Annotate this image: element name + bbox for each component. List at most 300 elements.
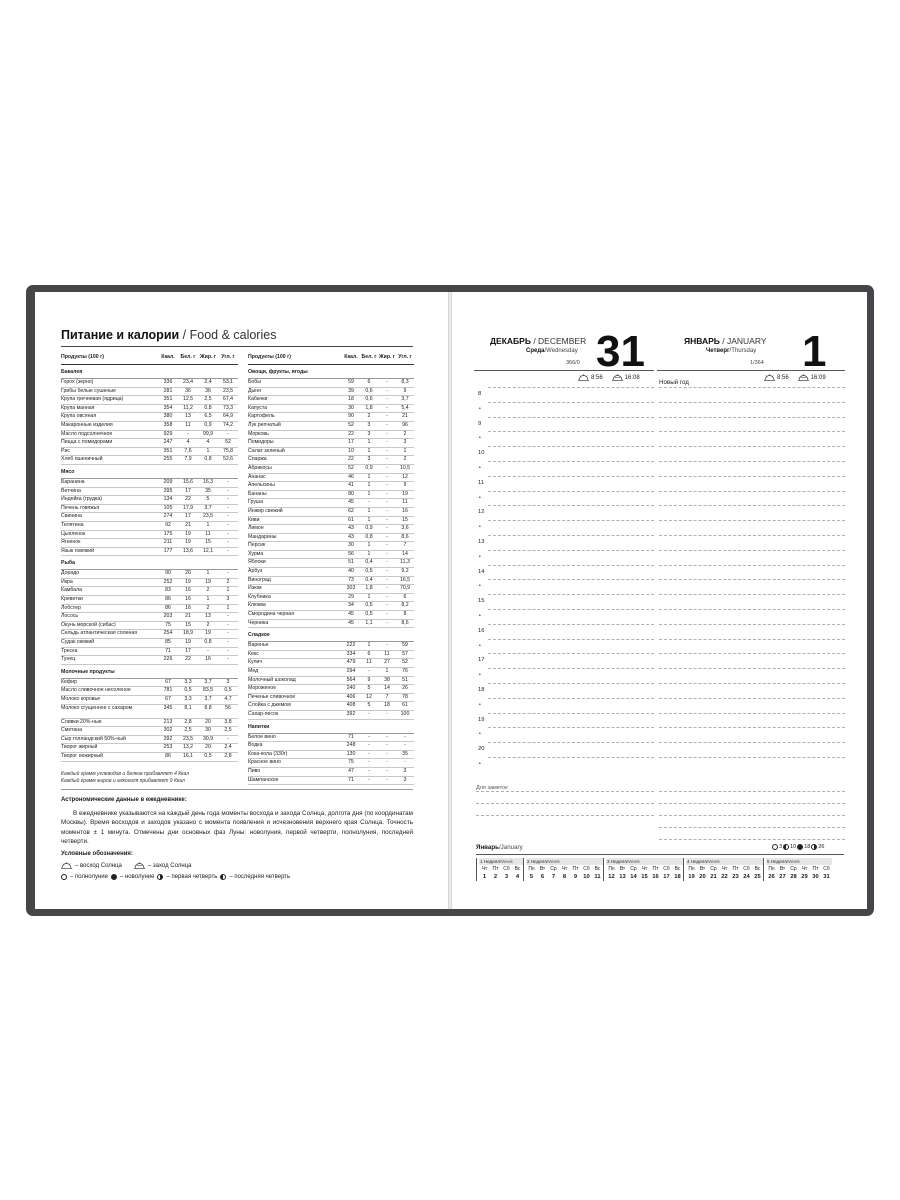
hour-label: 16 <box>478 627 485 634</box>
jan-schedule-line <box>659 476 845 477</box>
product-name: Бобы <box>248 379 261 385</box>
date-number: 4 <box>515 874 520 880</box>
nutrition-value: - <box>386 516 388 523</box>
nutrition-value: 351 <box>163 447 173 454</box>
nutrition-value: 2,5 <box>204 396 212 403</box>
legend-sunset-label: – заход Солнца <box>147 862 192 869</box>
product-name: Кефир <box>61 678 77 685</box>
first-quarter-icon <box>157 874 163 880</box>
nutrition-value: 6 <box>367 379 371 385</box>
nutrition-value: 90 <box>348 413 354 420</box>
dec-day-counter: 366/0 <box>566 360 580 366</box>
nutrition-value: 61 <box>348 516 354 523</box>
nutrition-value: 8,2 <box>401 602 409 609</box>
nutrition-value: 406 <box>346 693 356 700</box>
category-heading: Бакалея <box>61 369 238 379</box>
dec-schedule-line <box>488 609 654 610</box>
nutrition-value: 11 <box>366 659 372 666</box>
table-row <box>61 405 238 414</box>
table-row <box>61 579 238 588</box>
table-row <box>248 405 414 414</box>
first-quarter-icon <box>811 844 817 850</box>
nutrition-value: 90 <box>165 570 171 577</box>
date-number: 15 <box>641 874 648 880</box>
nutrition-value: 1 <box>206 447 210 454</box>
table-row <box>61 448 238 457</box>
nutrition-value: 3 <box>403 776 407 783</box>
nutrition-value: 71 <box>348 776 354 783</box>
weekday: Вс <box>594 866 601 872</box>
nutrition-value: 345 <box>163 704 173 711</box>
nutrition-value: 8,8 <box>204 704 212 711</box>
nutrition-value: 52 <box>348 464 354 471</box>
nutrition-value: - <box>386 456 388 463</box>
nutrition-value: 14 <box>402 550 408 557</box>
product-name: Помидоры <box>248 439 274 446</box>
nutrition-value: 47 <box>348 767 354 774</box>
calorie-footnote: Каждый грамм углеводов и белков прибавляет 4 Ккал Каждый грамм жиров и алкоголя прибавляет 9 Ккал <box>61 771 190 784</box>
dec-schedule-line <box>488 550 654 551</box>
date-number: 29 <box>801 874 808 880</box>
nutrition-value: 354 <box>163 404 173 411</box>
nutrition-value: 1 <box>367 550 371 557</box>
date-number: 7 <box>551 874 556 880</box>
week-label <box>606 858 683 865</box>
dec-sunrise: 8:56 <box>591 374 603 381</box>
product-name: Абрикосы <box>248 464 272 471</box>
weekday: Чт <box>641 866 648 872</box>
nutrition-value: 19 <box>185 539 191 546</box>
notes-line <box>659 839 845 840</box>
product-name: Белое вино <box>248 733 276 740</box>
nutrition-value: - <box>227 504 229 511</box>
table-row <box>248 602 414 611</box>
table-row <box>61 596 238 605</box>
table-row <box>248 742 414 751</box>
nutrition-value: 11 <box>185 421 191 428</box>
nutrition-value: 3,3 <box>184 696 192 702</box>
nutrition-value: 209 <box>163 478 173 485</box>
nutrition-value: - <box>404 742 406 749</box>
product-name: Яблоки <box>248 559 266 566</box>
nutrition-value: 15 <box>185 621 191 628</box>
table-row <box>248 551 414 560</box>
mini-calendar-rule <box>476 854 844 855</box>
nutrition-value: - <box>386 559 388 566</box>
nutrition-value: 52,6 <box>222 456 234 463</box>
nutrition-value: - <box>386 404 388 411</box>
product-name: Морковь <box>248 430 269 437</box>
nutrition-value: - <box>227 656 229 663</box>
nutrition-value: 11 <box>402 499 408 506</box>
table-row <box>248 620 414 629</box>
date-number: 3 <box>504 874 509 880</box>
table-row <box>248 594 414 603</box>
nutrition-value: 6,5 <box>204 413 212 420</box>
date-number: 8 <box>562 874 567 880</box>
legend-last-label: – последняя четверть <box>229 874 291 880</box>
nutrition-value: 92 <box>165 521 171 528</box>
product-name: Капуста <box>248 404 268 411</box>
nutrition-value: 16,3 <box>202 478 214 485</box>
nutrition-value: 20 <box>205 744 211 751</box>
sunrise-icon <box>578 374 589 381</box>
date-row <box>479 873 523 881</box>
new-moon-icon <box>797 844 803 850</box>
table-row <box>248 585 414 594</box>
nutrition-value: 67 <box>165 678 171 685</box>
legend-sun <box>61 862 191 869</box>
table-row <box>61 548 238 557</box>
sunset-icon <box>134 862 145 869</box>
half-hour-dot: • <box>479 701 481 708</box>
week-block <box>523 858 603 881</box>
table-row <box>61 679 238 688</box>
nutrition-value: 15 <box>402 516 408 523</box>
category-heading: Молочные продукты <box>61 669 238 679</box>
weekday: Сб <box>743 866 750 872</box>
notes-label: Для заметок <box>476 785 508 791</box>
dec-sunset: 16:08 <box>624 374 640 381</box>
nutrition-value: 74,2 <box>222 421 234 428</box>
nutrition-value: - <box>368 750 370 757</box>
nutrition-value: 1 <box>367 542 371 549</box>
nutrition-value: 0,5 <box>365 602 373 609</box>
category-heading: Мясо <box>61 469 238 479</box>
week-label-text: 2 Неделя <box>527 859 547 864</box>
nutrition-value: 61 <box>402 702 408 709</box>
jan-day-number: 1 <box>802 327 827 376</box>
notes-line <box>659 803 845 804</box>
nutrition-value: 43 <box>348 533 354 540</box>
table-row <box>61 531 238 540</box>
nutrition-value: 41 <box>348 482 354 489</box>
nutrition-value: 35 <box>205 487 211 494</box>
nutrition-value: - <box>227 521 229 528</box>
week-label <box>526 858 603 865</box>
table-row <box>61 687 238 696</box>
product-name: Лимон <box>248 525 264 532</box>
week-block <box>603 858 683 881</box>
right-page <box>452 292 867 909</box>
nutrition-value: 52 <box>348 421 354 428</box>
half-hour-dot: • <box>479 553 481 560</box>
date-number: 5 <box>529 874 534 880</box>
half-hour-dot: • <box>479 613 481 619</box>
nutrition-value: 1 <box>206 521 210 528</box>
product-name: Мед <box>248 668 259 674</box>
nutrition-value: 3 <box>367 430 371 437</box>
nutrition-value: 211 <box>163 539 173 546</box>
nutrition-value: - <box>386 525 388 532</box>
nutrition-value: 4,7 <box>224 696 232 702</box>
nutrition-value: - <box>227 539 229 546</box>
product-name: Шампанское <box>248 776 279 783</box>
table-row <box>248 525 414 534</box>
page-title: Питание и калории / Food & calories <box>61 328 277 342</box>
nutrition-value: 130 <box>346 750 356 757</box>
nutrition-value: 99,9 <box>202 430 214 437</box>
table-row <box>248 379 414 388</box>
table-row <box>248 651 414 660</box>
week-label <box>479 858 523 865</box>
nutrition-value: 351 <box>163 396 173 403</box>
half-hour-dot: • <box>479 524 481 531</box>
nutrition-value: 2 <box>403 456 407 463</box>
nutrition-value: 45 <box>348 499 354 506</box>
nutrition-value: 0,9 <box>365 525 373 532</box>
table-row <box>61 705 238 719</box>
nutrition-value: - <box>227 613 229 620</box>
product-name: Кока-кола (330г) <box>248 750 288 757</box>
nutrition-value: 2 <box>367 413 371 420</box>
hour-label: 10 <box>478 450 485 457</box>
notes-line <box>476 791 654 792</box>
nutrition-value: 40 <box>348 568 354 575</box>
nutrition-value: 71 <box>348 733 354 740</box>
full-moon-icon <box>772 844 778 850</box>
nutrition-value: - <box>227 478 229 485</box>
nutrition-value: 16 <box>402 507 408 514</box>
nutrition-value: 9 <box>403 482 407 489</box>
weekday: Сб <box>503 866 510 872</box>
nutrition-value: 43 <box>348 525 354 532</box>
jan-schedule-line <box>659 668 845 669</box>
nutrition-value: 18 <box>348 396 354 403</box>
table-row <box>61 570 238 579</box>
nutrition-value: 2 <box>226 578 230 585</box>
hour-label: 13 <box>478 539 485 545</box>
nutrition-value: 57 <box>402 650 408 657</box>
nutrition-value: 213 <box>163 718 173 725</box>
product-name: Сахар-песок <box>248 710 279 717</box>
product-name: Спаржа <box>248 456 267 463</box>
product-name: Сметана <box>61 727 82 734</box>
date-number: 2 <box>493 874 498 880</box>
table-row <box>61 513 238 522</box>
jan-weekday: Четверг/Thursday <box>706 348 757 354</box>
product-name: Камбала <box>61 587 83 594</box>
category-heading: Рыба <box>61 560 238 570</box>
nutrition-value: 3,7 <box>204 678 212 685</box>
nutrition-value: - <box>227 496 229 503</box>
nutrition-value: 302 <box>163 727 173 734</box>
nutrition-value: 7 <box>403 542 407 549</box>
nutrition-value: 19 <box>402 490 408 497</box>
nutrition-value: 78 <box>402 693 408 700</box>
mini-calendar-title: Январь/January <box>476 844 523 851</box>
nutrition-value: 18 <box>384 702 390 709</box>
dec-schedule-line <box>488 505 654 506</box>
jan-schedule-line <box>659 653 845 654</box>
nutrition-value: - <box>368 742 370 749</box>
date-number: 27 <box>779 874 786 880</box>
nutrition-value: 21 <box>402 413 408 420</box>
nutrition-value: 3 <box>367 456 371 463</box>
weekday: Пт <box>492 866 499 872</box>
table-row <box>61 396 238 405</box>
weekday: Пт <box>812 866 819 872</box>
nutrition-value: 3,3 <box>184 678 192 685</box>
nutrition-value: 12,5 <box>182 396 194 403</box>
nutrition-value: 85 <box>165 639 171 646</box>
table-row <box>248 431 414 440</box>
nutrition-value: 11,3 <box>400 559 410 566</box>
nutrition-value: - <box>386 413 388 420</box>
nutrition-value: 0,8 <box>204 639 212 646</box>
product-name: Слойка с джемом <box>248 702 291 709</box>
nutrition-value: - <box>386 593 388 600</box>
nutrition-value: - <box>368 668 370 674</box>
nutrition-value: 62 <box>348 507 354 514</box>
nutrition-value: 8,6 <box>401 533 409 540</box>
nutrition-value: 3,7 <box>401 396 409 403</box>
nutrition-value: 52 <box>225 439 231 446</box>
nutrition-value: 0,6 <box>365 396 373 403</box>
hour-label: 19 <box>478 716 485 723</box>
weekday: Пн <box>768 866 775 872</box>
nutrition-value: 71 <box>165 647 171 654</box>
table-row <box>61 496 238 505</box>
date-row <box>766 873 832 881</box>
table-row <box>248 734 414 743</box>
nutrition-value: 9 <box>367 676 371 683</box>
table-row <box>248 702 414 711</box>
table-row <box>248 759 414 768</box>
product-name: Икра <box>61 578 73 585</box>
nutrition-value: 3 <box>403 767 407 774</box>
jan-schedule-line <box>659 491 845 492</box>
table-row <box>248 456 414 465</box>
table-row <box>61 479 238 488</box>
table-row <box>248 499 414 508</box>
nutrition-value: 19 <box>205 578 211 585</box>
nutrition-value: 1 <box>367 439 371 446</box>
nutrition-value: 177 <box>163 547 173 554</box>
half-hour-dot: • <box>479 642 481 649</box>
nutrition-value: 17 <box>185 487 191 494</box>
left-page <box>35 292 448 909</box>
product-name: Виноград <box>248 576 271 583</box>
table-row <box>61 587 238 596</box>
nutrition-value: 8,1 <box>184 704 192 711</box>
nutrition-value: 1 <box>367 490 371 497</box>
jan-sunset: 16:09 <box>810 374 826 381</box>
nutrition-value: 9,2 <box>401 568 409 575</box>
nutrition-value: 46 <box>348 473 354 480</box>
nutrition-value: 75 <box>165 621 171 628</box>
nutrition-value: 358 <box>163 421 173 428</box>
nutrition-value: - <box>386 733 388 740</box>
jan-schedule-line <box>659 594 845 595</box>
product-name: Макаронные изделия <box>61 421 113 428</box>
table-row <box>248 659 414 668</box>
nutrition-value: 274 <box>163 513 173 520</box>
nutrition-value: 75 <box>348 759 354 766</box>
table-row <box>248 577 414 586</box>
week-label <box>686 858 763 865</box>
nutrition-value: 51 <box>348 559 354 566</box>
dec-schedule-line <box>488 476 654 477</box>
product-name: Пицца с помидорами <box>61 439 113 446</box>
nutrition-value: 19 <box>205 630 211 637</box>
dec-schedule-line <box>488 653 654 654</box>
nutrition-value: 0,9 <box>365 464 373 471</box>
nutrition-value: - <box>386 602 388 609</box>
weekday: Пн <box>608 866 615 872</box>
nutrition-value: 1 <box>403 447 407 454</box>
nutrition-value: 0,5 <box>204 752 212 759</box>
weekday: Пн <box>688 866 695 872</box>
nutrition-value: 19 <box>185 639 191 646</box>
table-row <box>248 388 414 397</box>
dec-schedule-line <box>488 579 654 580</box>
product-name: Сельдь атлантическая соленая <box>61 630 138 637</box>
nutrition-value: 2,4 <box>204 379 212 385</box>
nutrition-value: - <box>368 776 370 783</box>
nutrition-value: 0,5 <box>365 611 373 618</box>
product-name: Груша <box>248 499 263 506</box>
dec-schedule-line <box>488 639 654 640</box>
nutrition-value: 17,9 <box>182 504 194 511</box>
nutrition-value: 3 <box>226 596 230 603</box>
weekday: Вс <box>514 866 521 872</box>
product-name: Киви <box>248 516 260 523</box>
table-row <box>61 388 238 397</box>
date-number: 12 <box>608 874 615 880</box>
nutrition-value: 59 <box>348 379 354 385</box>
table-row <box>61 505 238 514</box>
hour-label: 9 <box>478 420 482 427</box>
product-name: Баранина <box>61 478 85 485</box>
nutrition-value: 175 <box>163 530 173 537</box>
table-row <box>61 727 238 736</box>
nutrition-value: - <box>227 513 229 520</box>
nutrition-value: 226 <box>163 656 173 663</box>
table-row <box>61 656 238 665</box>
dec-schedule-line <box>488 431 654 432</box>
date-number: 22 <box>721 874 728 880</box>
nutrition-value: 1 <box>367 516 371 523</box>
product-name: Масло сливочное несоленое <box>61 687 131 694</box>
product-name: Лобстер <box>61 604 81 611</box>
nutrition-table-column-1 <box>61 350 238 762</box>
jan-schedule-line <box>659 742 845 743</box>
weekday-row <box>526 865 603 873</box>
nutrition-value: 12 <box>402 473 408 480</box>
product-name: Сыр голландский 50%-ный <box>61 735 126 742</box>
nutrition-value: 336 <box>163 379 173 385</box>
nutrition-value: 254 <box>163 630 173 637</box>
notes-line <box>476 815 654 816</box>
product-name: Тунец <box>61 656 76 663</box>
nutrition-value: - <box>386 396 388 403</box>
weekday-row <box>606 865 683 873</box>
nutrition-value: 59 <box>402 642 408 649</box>
sunrise-icon <box>764 374 775 381</box>
table-row <box>248 465 414 474</box>
jan-schedule-line <box>659 727 845 728</box>
nutrition-value: 253 <box>163 744 173 751</box>
nutrition-value: 10 <box>348 447 354 454</box>
nutrition-value: 17 <box>185 513 191 520</box>
nutrition-value: 83,5 <box>202 687 214 694</box>
nutrition-value: 13 <box>205 613 211 620</box>
nutrition-value: 479 <box>346 659 356 666</box>
nutrition-value: 17 <box>348 439 354 446</box>
nutrition-value: - <box>386 576 388 583</box>
jan-schedule-line <box>659 417 845 418</box>
